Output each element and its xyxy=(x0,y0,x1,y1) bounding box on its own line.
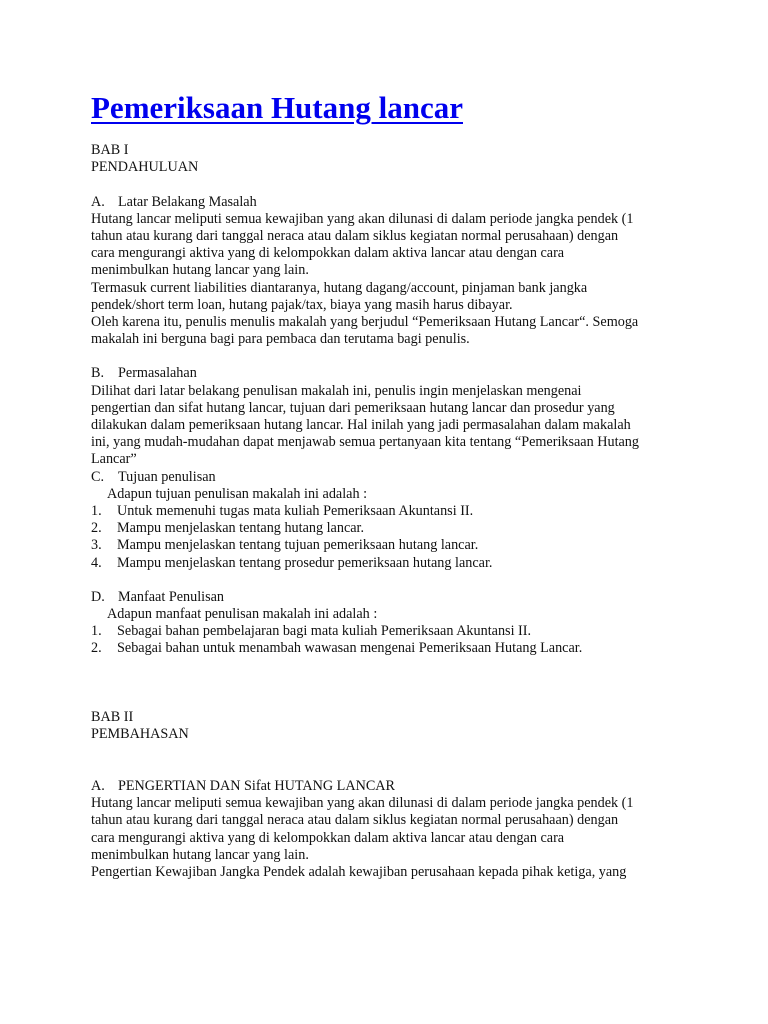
section-d-title: Manfaat Penulisan xyxy=(118,588,224,605)
section-b-heading xyxy=(91,365,731,382)
section-2a-line: cara mengurangi aktiva yang di kelompokkan dalam aktiva lancar atau dengan cara xyxy=(91,829,565,846)
section-a-line: menimbulkan hutang lancar yang lain. xyxy=(91,262,309,279)
list-item xyxy=(91,640,731,657)
spacer xyxy=(91,572,731,589)
list-text: Sebagai bahan untuk menambah wawasan mengenai Pemeriksaan Hutang Lancar. xyxy=(117,640,583,657)
section-b-line: Dilihat dari latar belakang penulisan makalah ini, penulis ingin menjelaskan mengenai xyxy=(91,382,582,399)
spacer xyxy=(91,692,731,709)
section-2a-line: menimbulkan hutang lancar yang lain. xyxy=(91,846,309,863)
bab1-label: BAB I xyxy=(91,142,129,158)
section-d-intro: Adapun manfaat penulisan makalah ini adalah : xyxy=(107,606,378,623)
list-text: Mampu menjelaskan tentang prosedur pemeriksaan hutang lancar. xyxy=(117,554,493,571)
section-b-title: Permasalahan xyxy=(118,365,197,382)
bab1-heading: PENDAHULUAN xyxy=(91,159,199,176)
document-body xyxy=(91,142,731,881)
section-2a-label: A. xyxy=(91,777,105,794)
section-2a-heading xyxy=(91,778,731,795)
spacer xyxy=(91,348,731,365)
section-c-heading xyxy=(91,469,731,486)
section-a-heading xyxy=(91,194,731,211)
spacer xyxy=(91,761,731,778)
list-text: Sebagai bahan pembelajaran bagi mata kuliah Pemeriksaan Akuntansi II. xyxy=(117,623,532,640)
section-b-line: dilakukan dalam pemeriksaan hutang lancar. Hal inilah yang jadi permasalahan dalam makalah xyxy=(91,417,631,433)
list-item xyxy=(91,520,731,537)
list-item xyxy=(91,623,731,640)
list-number: 1. xyxy=(91,623,102,640)
section-b-line: pengertian dan sifat hutang lancar, tujuan dari pemeriksaan hutang lancar dan prosedur yang xyxy=(91,399,615,416)
section-a-line: pendek/short term loan, hutang pajak/tax, biaya yang masih harus dibayar. xyxy=(91,296,513,313)
list-text: Untuk memenuhi tugas mata kuliah Pemeriksaan Akuntansi II. xyxy=(117,502,474,519)
spacer xyxy=(91,744,731,761)
section-a-line: tahun atau kurang dari tanggal neraca atau dalam siklus kegiatan normal perusahaan) dengan xyxy=(91,227,619,244)
list-item xyxy=(91,503,731,520)
section-c-title: Tujuan penulisan xyxy=(118,468,216,485)
list-text: Mampu menjelaskan tentang tujuan pemeriksaan hutang lancar. xyxy=(117,537,479,554)
section-b-line: Lancar” xyxy=(91,451,137,468)
section-b-line: ini, yang mudah-mudahan dapat menjawab semua pertanyaan kita tentang “Pemeriksaan Hutang xyxy=(91,434,639,451)
document-title-link[interactable]: Pemeriksaan Hutang lancar xyxy=(91,90,463,125)
list-item xyxy=(91,555,731,572)
spacer xyxy=(91,176,731,193)
section-a-line: cara mengurangi aktiva yang di kelompokkan dalam aktiva lancar atau dengan cara xyxy=(91,245,565,262)
list-item xyxy=(91,537,731,554)
section-2a-line: tahun atau kurang dari tanggal neraca atau dalam siklus kegiatan normal perusahaan) dengan xyxy=(91,812,619,829)
spacer xyxy=(91,658,731,675)
list-number: 3. xyxy=(91,537,102,554)
section-a-title: Latar Belakang Masalah xyxy=(118,193,257,210)
section-a-line: Termasuk current liabilities diantaranya, hutang dagang/account, pinjaman bank jangka xyxy=(91,279,588,296)
section-b-label: B. xyxy=(91,365,105,382)
section-2a-line: Hutang lancar meliputi semua kewajiban yang akan dilunasi di dalam periode jangka pendek (1 xyxy=(91,795,634,812)
section-2a-line: Pengertian Kewajiban Jangka Pendek adalah kewajiban perusahaan kepada pihak ketiga, yang xyxy=(91,863,627,880)
section-c-label: C. xyxy=(91,468,105,485)
list-text: Mampu menjelaskan tentang hutang lancar. xyxy=(117,520,365,537)
list-number: 2. xyxy=(91,640,102,657)
spacer xyxy=(91,675,731,692)
section-2a-title: PENGERTIAN DAN Sifat HUTANG LANCAR xyxy=(118,777,396,794)
list-number: 1. xyxy=(91,502,102,519)
section-d-label: D. xyxy=(91,588,105,605)
list-number: 4. xyxy=(91,554,102,571)
bab2-label: BAB II xyxy=(91,709,134,726)
section-a-label: A. xyxy=(91,193,105,210)
section-c-intro: Adapun tujuan penulisan makalah ini adalah : xyxy=(107,485,368,502)
bab2-heading: PEMBAHASAN xyxy=(91,726,189,743)
section-d-heading xyxy=(91,589,731,606)
list-number: 2. xyxy=(91,520,102,537)
section-a-line: Hutang lancar meliputi semua kewajiban yang akan dilunasi di dalam periode jangka pendek (1 xyxy=(91,210,634,227)
section-a-line: makalah ini berguna bagi para pembaca dan terutama bagi penulis. xyxy=(91,331,470,348)
section-a-line: Oleh karena itu, penulis menulis makalah yang berjudul “Pemeriksaan Hutang Lancar“. Semoga xyxy=(91,313,639,330)
